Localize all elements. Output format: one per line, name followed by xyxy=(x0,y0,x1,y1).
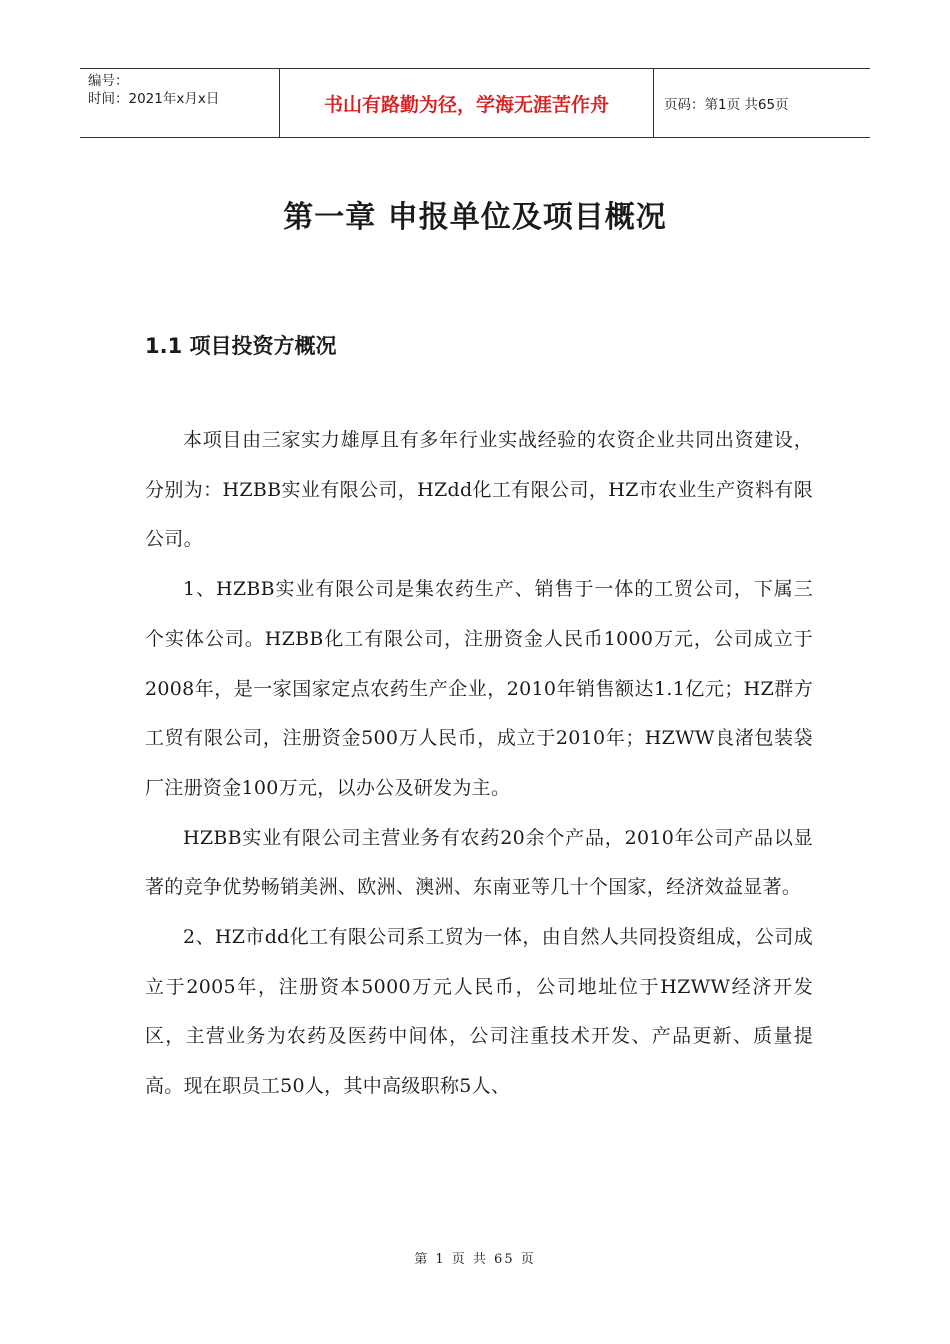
paragraph: HZBB实业有限公司主营业务有农药20余个产品，2010年公司产品以显著的竞争优势畅销美洲、欧洲、澳洲、东南亚等几十个国家，经济效益显著。 xyxy=(145,826,813,899)
section-title: 1.1 项目投资方概况 xyxy=(145,334,337,358)
document-time-label: 时间：2021年x月x日 xyxy=(88,91,220,107)
document-number-label: 编号： xyxy=(88,73,129,89)
header-page-info: 页码：第1页 共65页 xyxy=(664,97,789,113)
paragraph: 本项目由三家实力雄厚且有多年行业实战经验的农资企业共同出资建设，分别为：HZBB实业有限公司，HZdd化工有限公司，HZ市农业生产资料有限公司。 xyxy=(145,429,813,551)
chapter-title: 第一章 申报单位及项目概况 xyxy=(283,200,667,235)
page-header xyxy=(80,68,870,138)
paragraph: 1、HZBB实业有限公司是集农药生产、销售于一体的工贸公司，下属三个实体公司。HZBB化工有限公司，注册资金人民币1000万元，公司成立于2008年，是一家国家定点农药生产企业，2010年销售额达1.1亿元；HZ群方工贸有限公司，注册资金500万人民币，成立于2010年；HZWW良渚包装袋厂注册资金100万元，以办公及研发为主。 xyxy=(145,578,813,799)
page-footer: 第 1 页 共 65 页 xyxy=(414,1252,536,1267)
body-text xyxy=(145,416,813,1112)
paragraph: 2、HZ市dd化工有限公司系工贸为一体，由自然人共同投资组成，公司成立于2005年，注册资本5000万元人民币，公司地址位于HZWW经济开发区，主营业务为农药及医药中间体，公司注重技术开发、产品更新、质量提高。现在职员工50人，其中高级职称5人、 xyxy=(145,926,813,1098)
header-motto: 书山有路勤为径，学海无涯苦作舟 xyxy=(280,69,654,137)
header-meta xyxy=(80,69,280,137)
